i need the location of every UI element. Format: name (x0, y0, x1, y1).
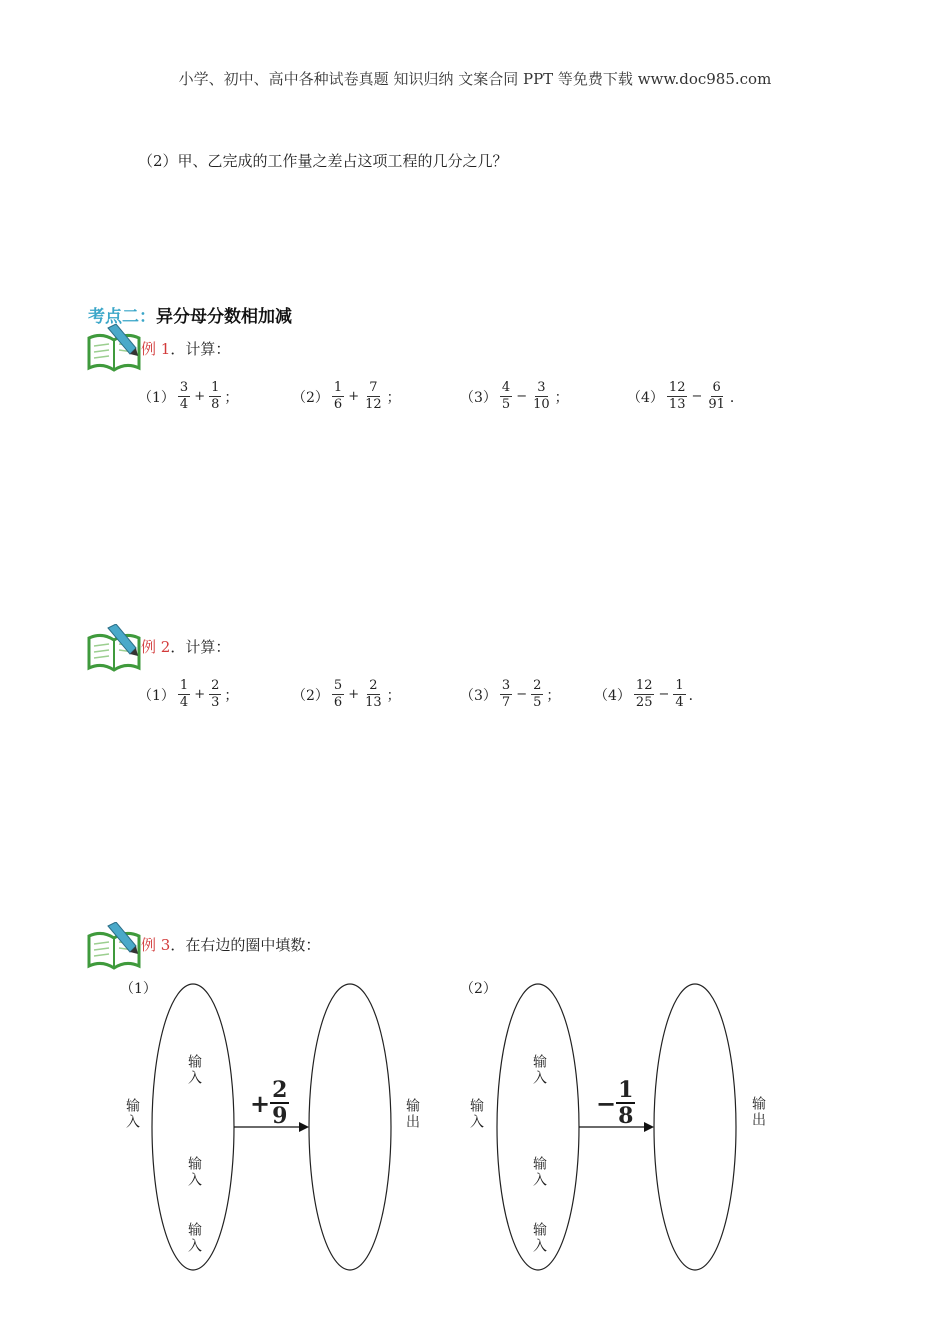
ex2-item-3-index: （3） (460, 687, 497, 704)
denominator: 5 (501, 397, 511, 412)
operator: + (250, 1088, 271, 1118)
denominator: 12 (365, 397, 382, 412)
denominator: 5 (533, 695, 542, 710)
denominator: 6 (333, 695, 343, 710)
numerator: 5 (333, 678, 343, 693)
diagram-1-input-label: 输入 (124, 1098, 140, 1130)
kaodian-label: 考点二： (88, 307, 156, 327)
page-header: 小学、初中、高中各种试卷真题 知识归纳 文案合同 PPT 等免费下载 www.doc985.com (178, 70, 772, 88)
diagram-1-inner-1: 输入 (186, 1054, 202, 1086)
ex2-item-2-index: （2） (292, 687, 329, 704)
ex2-item-1-index: （1） (138, 687, 175, 704)
operator: + (194, 389, 206, 404)
question-2: （2）甲、乙完成的工作量之差占这项工程的几分之几？ (138, 152, 508, 170)
numerator: 1 (333, 380, 343, 395)
numerator: 4 (501, 380, 511, 395)
diagram-1-inner-3: 输入 (186, 1222, 202, 1254)
operator: − (658, 687, 670, 702)
punctuation: ． (729, 389, 744, 406)
output-ellipse-2 (654, 984, 736, 1270)
diagram-2-inner-3: 输入 (531, 1222, 547, 1254)
diagram-1-output-label: 输出 (404, 1098, 420, 1130)
ex1-item-3-index: （3） (460, 389, 497, 406)
ex1-item-2-index: （2） (292, 389, 329, 406)
diagram-2-inner-2: 输入 (531, 1156, 547, 1188)
operator: + (194, 687, 206, 702)
fraction (616, 1078, 635, 1128)
example-3-text: ．在右边的圈中填数： (170, 936, 321, 954)
fraction (270, 1078, 289, 1128)
example-1-number: 例 1 (141, 340, 171, 358)
denominator: 7 (501, 695, 511, 710)
numerator: 1 (211, 380, 220, 395)
operator: − (516, 389, 528, 404)
diagram-2-operation (596, 1078, 635, 1128)
numerator: 2 (272, 1077, 288, 1103)
numerator: 3 (537, 380, 546, 395)
example-2-number: 例 2 (141, 638, 171, 656)
operator: − (516, 687, 528, 702)
example-3-number: 例 3 (141, 936, 171, 954)
numerator: 1 (618, 1077, 634, 1103)
example-2-text: ．计算： (170, 638, 231, 656)
diagram-2-inner-1: 输入 (531, 1054, 547, 1086)
denominator: 25 (635, 695, 653, 710)
numerator: 12 (668, 380, 686, 395)
numerator: 2 (369, 678, 378, 693)
punctuation: ． (688, 687, 703, 704)
numerator: 7 (369, 380, 378, 395)
denominator: 8 (618, 1103, 634, 1129)
ex1-item-1-index: （1） (138, 389, 175, 406)
numerator: 2 (533, 678, 542, 693)
numerator: 12 (635, 678, 653, 693)
output-ellipse-1 (309, 984, 391, 1270)
diagram-1-index: （1） (120, 981, 157, 997)
operator: − (691, 389, 703, 404)
denominator: 9 (272, 1103, 288, 1129)
diagram-2-output-label: 输出 (750, 1096, 766, 1128)
numerator: 3 (179, 380, 189, 395)
punctuation: ； (224, 687, 239, 704)
operator: + (348, 389, 360, 404)
diagram-2-input-label: 输入 (468, 1098, 484, 1130)
ex2-item-4-index: （4） (594, 687, 631, 704)
arrow-head-2 (644, 1122, 654, 1132)
denominator: 3 (211, 695, 220, 710)
punctuation: ； (224, 389, 239, 406)
denominator: 6 (333, 397, 343, 412)
numerator: 2 (211, 678, 220, 693)
diagram-1-inner-2: 输入 (186, 1156, 202, 1188)
denominator: 4 (179, 397, 189, 412)
denominator: 13 (668, 397, 686, 412)
denominator: 4 (675, 695, 684, 710)
punctuation: ； (546, 687, 561, 704)
numerator: 1 (179, 678, 189, 693)
denominator: 13 (365, 695, 382, 710)
denominator: 8 (211, 397, 220, 412)
ex1-item-4-index: （4） (627, 389, 664, 406)
kaodian-title: 异分母分数相加减 (156, 307, 292, 327)
operator: − (596, 1088, 617, 1118)
punctuation: ； (554, 389, 569, 406)
numerator: 1 (675, 678, 684, 693)
diagram-2-index: （2） (460, 981, 497, 997)
denominator: 10 (533, 397, 550, 412)
operator: + (348, 687, 360, 702)
punctuation: ； (386, 389, 401, 406)
numerator: 6 (712, 380, 721, 395)
numerator: 3 (501, 678, 511, 693)
diagram-1-operation (250, 1078, 289, 1128)
denominator: 91 (708, 397, 725, 412)
denominator: 4 (179, 695, 189, 710)
arrow-head-1 (299, 1122, 309, 1132)
punctuation: ； (386, 687, 401, 704)
example-1-text: ．计算： (170, 340, 231, 358)
